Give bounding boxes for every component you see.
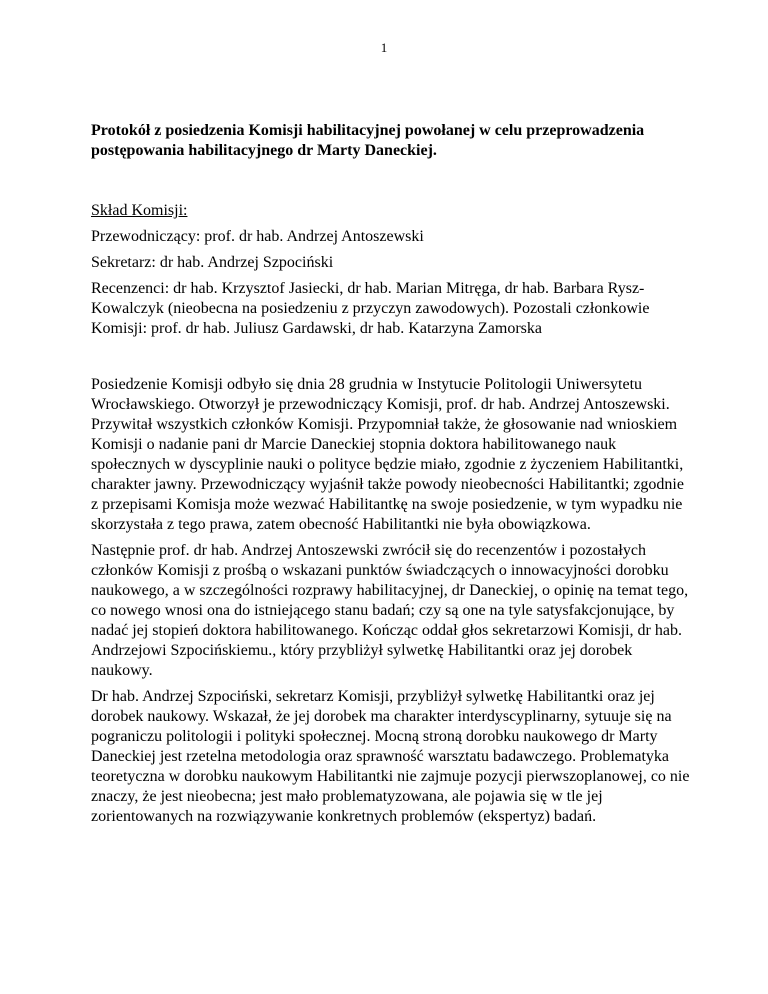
committee-secretary: Sekretarz: dr hab. Andrzej Szpociński	[91, 254, 334, 271]
committee-heading: Skład Komisji:	[91, 202, 188, 219]
document-title: Protokół z posiedzenia Komisji habilitacyjnej powołanej w celu przeprowadzenia postępowania habilitacyjnego dr Marty Daneckiej.	[91, 122, 645, 159]
page-number: 1	[380, 40, 388, 55]
paragraph-chair-request: Następnie prof. dr hab. Andrzej Antoszewski zwrócił się do recenzentów i pozostałych członków Komisji z prośbą o wskazani punktów świadczących o innowacyjności dorobku naukowego, a w szczególności rozprawy habilitacyjnej, dr Daneckiej, o opinię na temat tego, co nowego wnosi ona do istniejącego stanu badań; czy są one na tyle satysfakcjonujące, by nadać jej stopień doktora habilitowanego. Kończąc oddał głos sekretarzowi Komisji, dr hab. Andrzejowi Szpocińskiemu., który przybliżył sylwetkę Habilitantki oraz jej dorobek naukowy.	[91, 542, 689, 679]
paragraph-opening: Posiedzenie Komisji odbyło się dnia 28 grudnia w Instytucie Politologii Uniwersytetu Wrocławskiego. Otworzył je przewodniczący Komisji, prof. dr hab. Andrzej Antoszewski. Przywitał wszystkich członków Komisji. Przypomniał także, że głosowanie nad wnioskiem Komisji o nadanie pani dr Marcie Daneckiej stopnia doktora habilitowanego nauk społecznych w dyscyplinie nauki o polityce będzie miało, zgodnie z życzeniem Habilitantki, charakter jawny. Przewodniczący wyjaśnił także powody nieobecności Habilitantki; zgodnie z przepisami Komisja może wezwać Habilitantkę na swoje posiedzenie, w tym wypadku nie skorzystała z tego prawa, zatem obecność Habilitantki nie była obowiązkowa.	[91, 376, 684, 533]
document-body	[91, 121, 691, 827]
paragraph-secretary-report: Dr hab. Andrzej Szpociński, sekretarz Komisji, przybliżył sylwetkę Habilitantki oraz jej dorobek naukowy. Wskazał, że jej dorobek ma charakter interdyscyplinarny, sytuuje się na pograniczu politologii i polityki społecznej. Mocną stroną dorobku naukowego dr Marty Daneckiej jest rzetelna metodologia oraz sprawność warsztatu badawczego. Problematyka teoretyczna w dorobku naukowym Habilitantki nie zajmuje pozycji pierwszoplanowej, co nie znaczy, że jest nieobecna; jest mało problematyzowana, ale pojawia się w tle jej zorientowanych na rozwiązywanie konkretnych problemów (ekspertyz) badań.	[91, 688, 690, 825]
committee-reviewers: Recenzenci: dr hab. Krzysztof Jasiecki, dr hab. Marian Mitręga, dr hab. Barbara Rysz-Kowalczyk (nieobecna na posiedzeniu z przyczyn zawodowych). Pozostali członkowie Komisji: prof. dr hab. Juliusz Gardawski, dr hab. Katarzyna Zamorska	[91, 280, 650, 337]
committee-chair: Przewodniczący: prof. dr hab. Andrzej Antoszewski	[91, 228, 424, 245]
